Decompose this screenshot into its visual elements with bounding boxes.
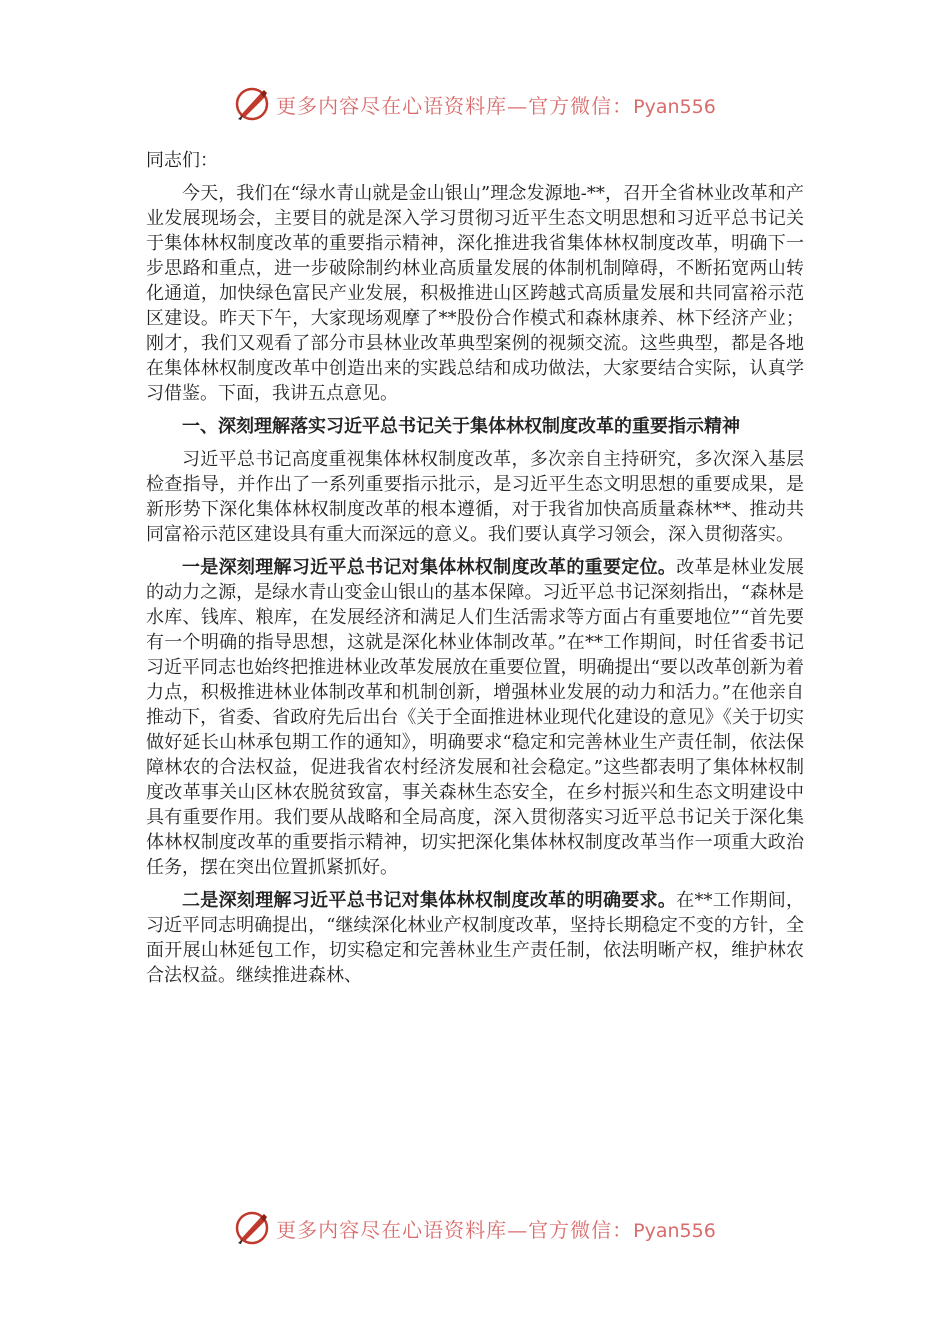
- section-heading: 一、深刻理解落实习近平总书记关于集体林权制度改革的重要指示精神: [182, 416, 740, 437]
- point-two-lead: 二是深刻理解习近平总书记对集体林权制度改革的明确要求。: [182, 890, 677, 911]
- footer-banner: [0, 1208, 950, 1248]
- greeting: 同志们：: [146, 150, 218, 171]
- point-two-body: 在**工作期间，习近平同志明确提出，“继续深化林业产权制度改革，坚持长期稳定不变的方针，全面开展山林延包工作，切实稳定和完善林业生产责任制，依法明晰产权，维护林农合法权益。继续推进森林、: [146, 890, 805, 986]
- point-one-lead: 一是深刻理解习近平总书记对集体林权制度改革的重要定位。: [182, 557, 677, 578]
- document-body: [146, 148, 804, 996]
- writing-logo-icon: [234, 1210, 270, 1246]
- section-intro-paragraph: 习近平总书记高度重视集体林权制度改革，多次亲自主持研究，多次深入基层检查指导，并作出了一系列重要指示批示，是习近平生态文明思想的重要成果，是新形势下深化集体林权制度改革的根本遵循，对于我省加快高质量森林**、推动共同富裕示范区建设具有重大而深远的意义。我们要认真学习领会，深入贯彻落实。: [146, 449, 804, 545]
- point-one-paragraph: [146, 555, 804, 880]
- intro-paragraph: 今天，我们在“绿水青山就是金山银山”理念发源地-**，召开全省林业改革和产业发展现场会，主要目的就是深入学习贯彻习近平生态文明思想和习近平总书记关于集体林权制度改革的重要指示精神，深化推进我省集体林权制度改革，明确下一步思路和重点，进一步破除制约林业高质量发展的体制机制障碍，不断拓宽两山转化通道，加快绿色富民产业发展，积极推进山区跨越式高质量发展和共同富裕示范区建设。昨天下午，大家现场观摩了**股份合作模式和森林康养、林下经济产业；刚才，我们又观看了部分市县林业改革典型案例的视频交流。这些典型，都是各地在集体林权制度改革中创造出来的实践总结和成功做法，大家要结合实际，认真学习借鉴。下面，我讲五点意见。: [146, 183, 804, 404]
- header-banner: [0, 84, 950, 124]
- writing-logo-icon: [234, 86, 270, 122]
- point-one-body: 改革是林业发展的动力之源，是绿水青山变金山银山的基本保障。习近平总书记深刻指出，“森林是水库、钱库、粮库，在发展经济和满足人们生活需求等方面占有重要地位”“首先要有一个明确的指导思想，这就是深化林业体制改革。”在**工作期间，时任省委书记习近平同志也始终把推进林业改革发展放在重要位置，明确提出“要以改革创新为着力点，积极推进林业体制改革和机制创新，增强林业发展的动力和活力。”在他亲自推动下，省委、省政府先后出台《关于全面推进林业现代化建设的意见》《关于切实做好延长山林承包期工作的通知》，明确要求“稳定和完善林业生产责任制，依法保障林农的合法权益，促进我省农村经济发展和社会稳定。”这些都表明了集体林权制度改革事关山区林农脱贫致富，事关森林生态安全，在乡村振兴和生态文明建设中具有重要作用。我们要从战略和全局高度，深入贯彻落实习近平总书记关于深化集体林权制度改革的重要指示精神，切实把深化集体林权制度改革当作一项重大政治任务，摆在突出位置抓紧抓好。: [146, 557, 805, 878]
- banner-text: 更多内容尽在心语资料库—官方微信：Pyan556: [276, 93, 716, 118]
- point-two-paragraph: [146, 888, 804, 988]
- banner-text: 更多内容尽在心语资料库—官方微信：Pyan556: [276, 1217, 716, 1242]
